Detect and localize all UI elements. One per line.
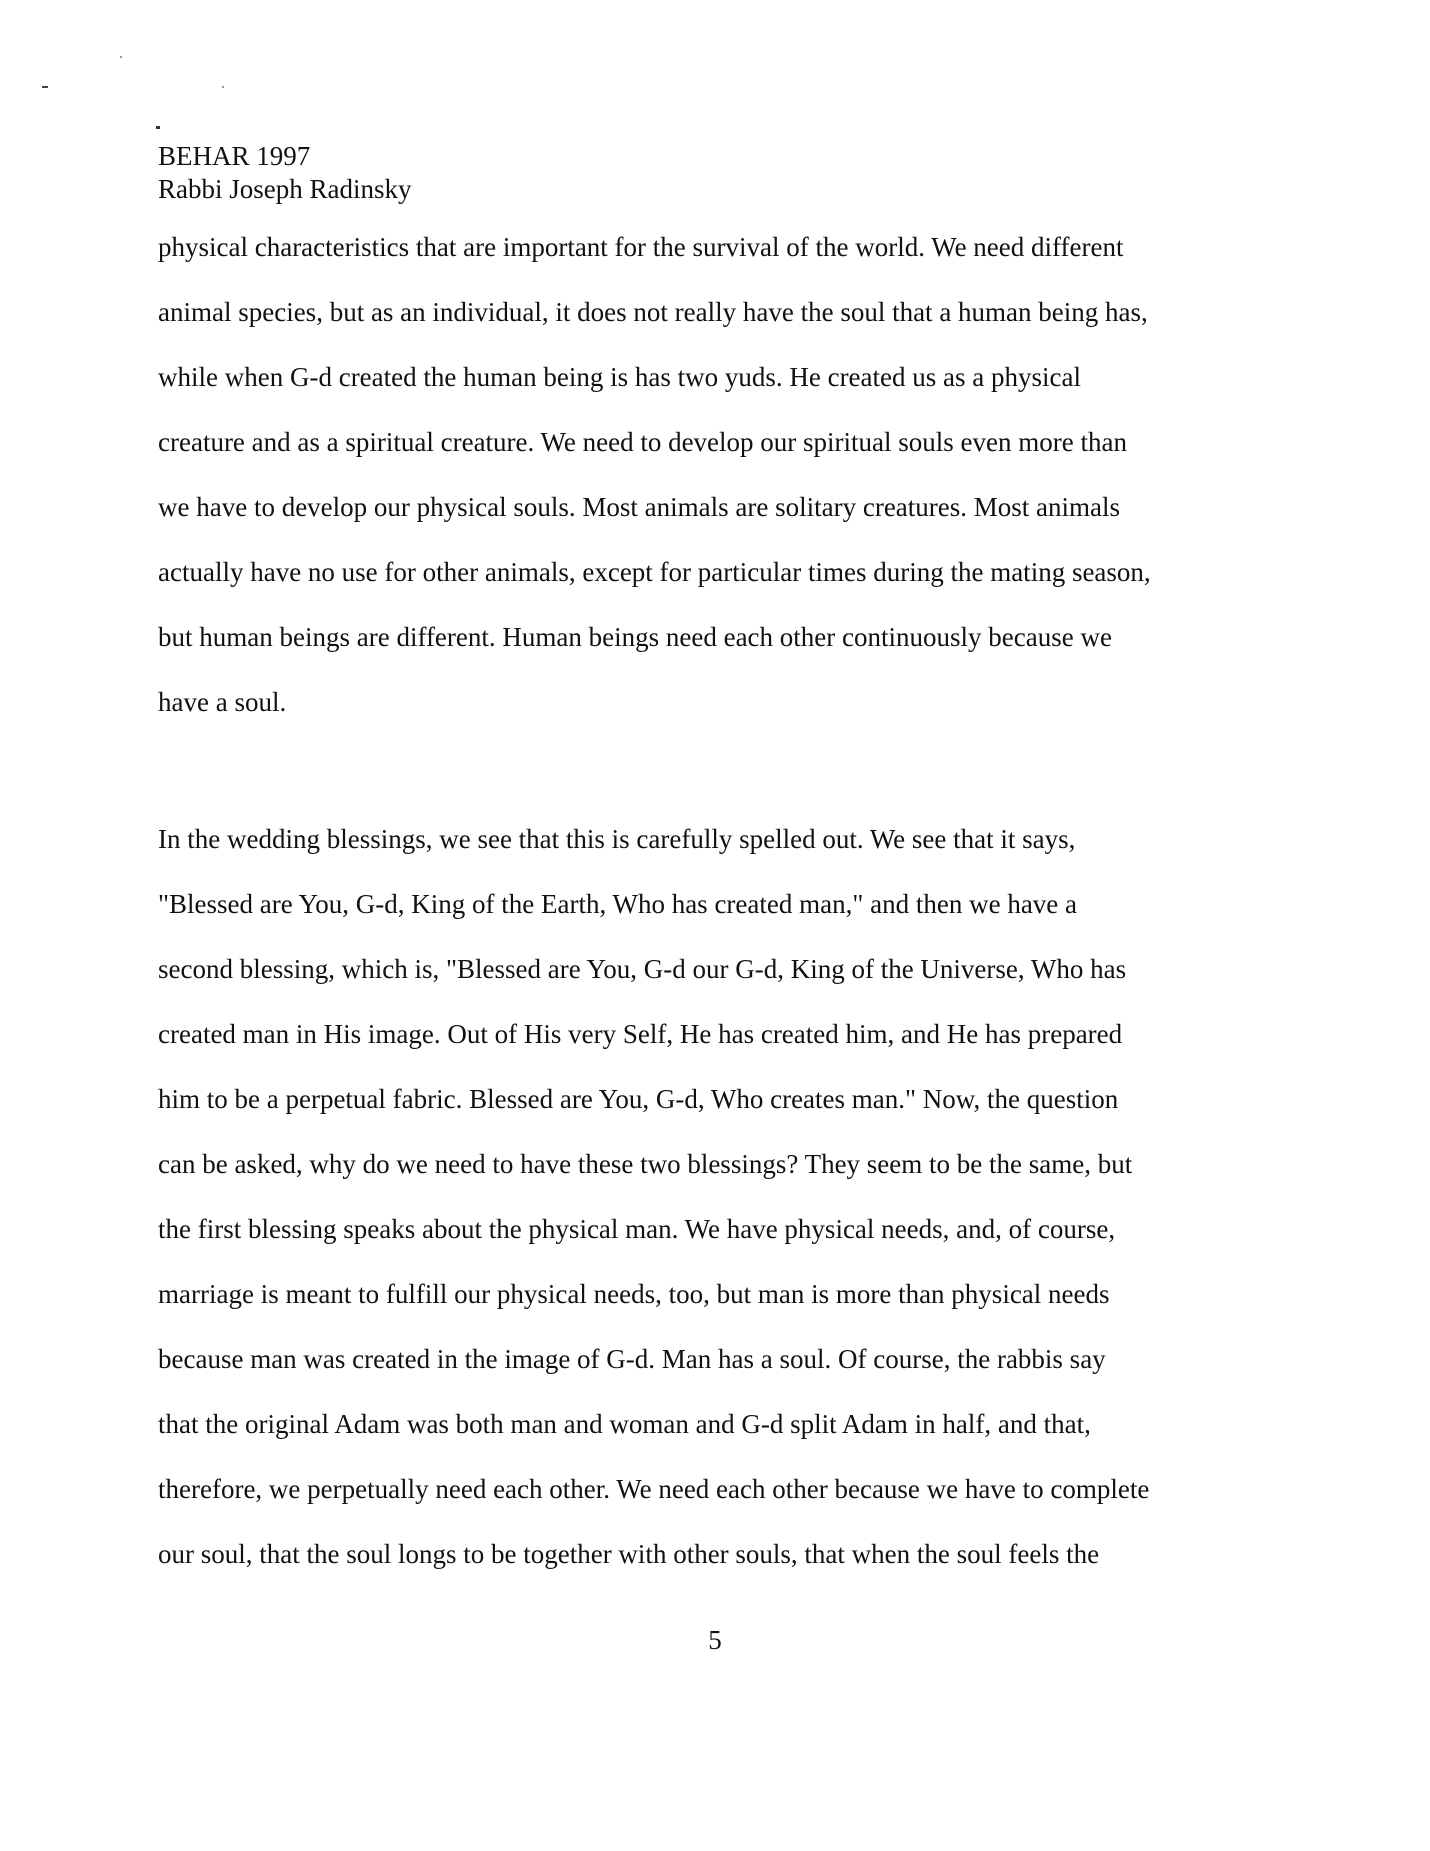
text-line: while when G-d created the human being is has two yuds. He created us as a physical [158, 362, 1081, 392]
text-line: the first blessing speaks about the physical man. We have physical needs, and, of course, [158, 1214, 1116, 1244]
text-line: our soul, that the soul longs to be together with other souls, that when the soul feels the [158, 1539, 1100, 1569]
text-line: animal species, but as an individual, it does not really have the soul that a human being has, [158, 297, 1148, 327]
text-line: that the original Adam was both man and woman and G-d split Adam in half, and that, [158, 1409, 1091, 1439]
text-line: marriage is meant to fulfill our physical needs, too, but man is more than physical needs [158, 1279, 1110, 1309]
text-line: created man in His image. Out of His very Self, He has created him, and He has prepared [158, 1019, 1123, 1049]
document-title: BEHAR 1997 [158, 141, 311, 171]
text-line: physical characteristics that are important for the survival of the world. We need different [158, 232, 1124, 262]
text-line: actually have no use for other animals, except for particular times during the mating season, [158, 557, 1151, 587]
text-line: creature and as a spiritual creature. We need to develop our spiritual souls even more than [158, 427, 1127, 457]
paragraph-2 [158, 824, 1278, 1604]
text-line: but human beings are different. Human beings need each other continuously because we [158, 622, 1112, 652]
paragraph-1 [158, 232, 1278, 752]
text-line: can be asked, why do we need to have these two blessings? They seem to be the same, but [158, 1149, 1133, 1179]
text-line: we have to develop our physical souls. Most animals are solitary creatures. Most animals [158, 492, 1121, 522]
page-number: 5 [708, 1625, 722, 1655]
text-line: have a soul. [158, 687, 287, 717]
document-header [158, 140, 412, 206]
text-line: second blessing, which is, "Blessed are You, G-d our G-d, King of the Universe, Who has [158, 954, 1127, 984]
text-line: "Blessed are You, G-d, King of the Earth, Who has created man," and then we have a [158, 889, 1078, 919]
text-line: therefore, we perpetually need each other. We need each other because we have to complete [158, 1474, 1150, 1504]
text-line: In the wedding blessings, we see that this is carefully spelled out. We see that it says, [158, 824, 1076, 854]
text-line: because man was created in the image of G-d. Man has a soul. Of course, the rabbis say [158, 1344, 1106, 1374]
text-line: him to be a perpetual fabric. Blessed are You, G-d, Who creates man." Now, the question [158, 1084, 1119, 1114]
document-author: Rabbi Joseph Radinsky [158, 174, 412, 204]
paragraph-spacer [158, 752, 1278, 824]
document-body [158, 232, 1278, 1604]
